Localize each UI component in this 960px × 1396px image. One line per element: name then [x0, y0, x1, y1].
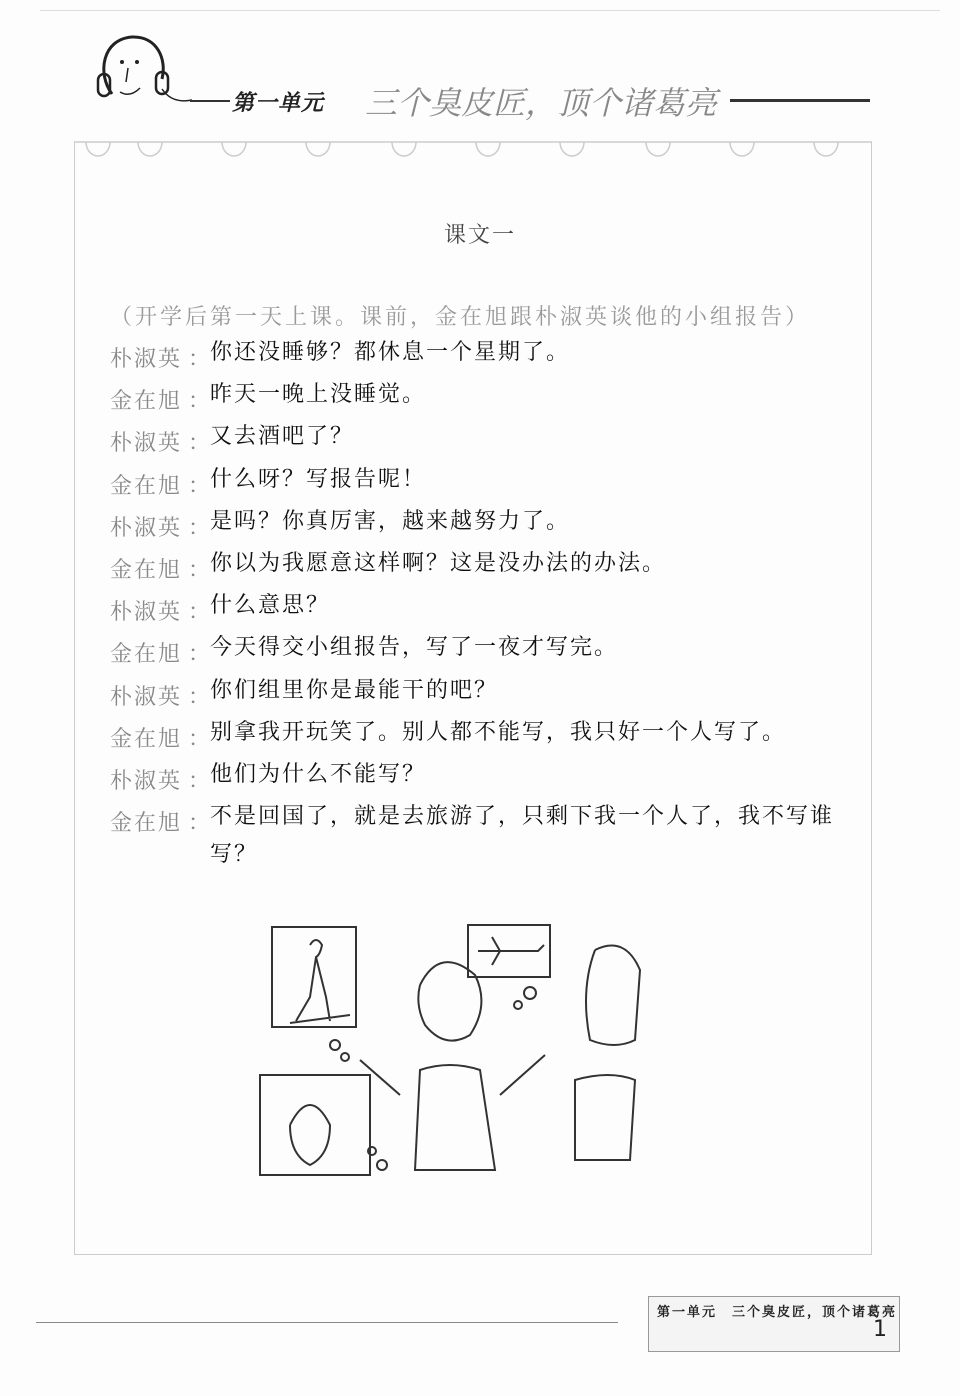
- girl-body: [575, 1075, 635, 1160]
- dialogue-line: [110, 553, 840, 584]
- line-text: 是吗？你真厉害，越来越努力了。: [210, 508, 571, 534]
- speaker-name: 朴淑英: [110, 515, 183, 541]
- line-text: 不是回国了，就是去旅游了，只剩下我一个人了，我不写谁写？: [210, 804, 835, 868]
- header-rule-right: [730, 99, 870, 102]
- page-number: 1: [873, 1317, 887, 1342]
- speaker-name: 朴淑英: [110, 347, 183, 372]
- footer-box: [648, 1296, 900, 1352]
- line-text: 什么意思？: [210, 593, 331, 619]
- illustration-two-students: [250, 915, 690, 1215]
- line-text: 今天得交小组报告，写了一夜才写完。: [210, 635, 619, 661]
- dialogue-line: [110, 764, 840, 795]
- line-text: 他们为什么不能写？: [210, 762, 427, 787]
- speaker-name: 金在旭: [110, 726, 183, 752]
- scene-description: （开学后第一天上课。课前，金在旭跟朴淑英谈他的小组报告）: [110, 305, 811, 330]
- dialogue-line: [110, 384, 840, 415]
- line-text: 你以为我愿意这样啊？这是没办法的办法。: [210, 551, 667, 576]
- speaker-colon: ：: [188, 684, 213, 710]
- line-text: 别拿我开玩笑了。别人都不能写，我只好一个人写了。: [210, 719, 787, 745]
- speaker-colon: ：: [188, 347, 213, 372]
- speaker-colon: ：: [188, 726, 213, 752]
- speaker-colon: ：: [188, 642, 213, 668]
- line-text: 你们组里你是最能干的吧？: [210, 677, 499, 703]
- dialogue-line: [110, 342, 840, 373]
- boy-body: [360, 1055, 545, 1170]
- speaker-name: 朴淑英: [110, 600, 183, 626]
- dialogue-line: [110, 677, 840, 711]
- headphone-face-icon: [92, 34, 192, 114]
- dialogue-line: [110, 719, 840, 753]
- page-edge-line: [40, 10, 940, 11]
- girl-head: [586, 946, 640, 1046]
- speaker-colon: ：: [188, 473, 213, 499]
- dialogue-line: [110, 637, 840, 668]
- speaker-name: 金在旭: [110, 473, 183, 499]
- speaker-name: 朴淑英: [110, 684, 183, 710]
- speaker-colon: ：: [188, 389, 213, 415]
- header-rule-left: [190, 100, 230, 102]
- speaker-colon: ：: [188, 600, 213, 626]
- speaker-colon: ：: [188, 515, 213, 541]
- speaker-colon: ：: [188, 811, 213, 837]
- line-text: 你还没睡够？都休息一个星期了。: [210, 340, 571, 365]
- dialogue-line: [110, 426, 840, 457]
- speaker-name: 金在旭: [110, 389, 183, 415]
- unit-label: 第一单元: [232, 90, 325, 116]
- line-text: 又去酒吧了？: [210, 424, 355, 450]
- speaker-colon: ：: [188, 558, 213, 583]
- dialogue-line: [110, 595, 840, 626]
- relaxing-thought-bubble: [260, 1075, 370, 1175]
- speaker-name: 金在旭: [110, 642, 183, 668]
- boy-head: [418, 962, 481, 1040]
- speaker-name: 朴淑英: [110, 431, 183, 457]
- lesson-title: 课文一: [443, 223, 516, 248]
- footer-rule: [36, 1322, 618, 1323]
- speaker-name: 朴淑英: [110, 769, 183, 794]
- unit-title: 三个臭皮匠，顶个诸葛亮: [365, 84, 718, 122]
- dialogue-line: [110, 466, 840, 500]
- line-text: 什么呀？写报告呢！: [210, 466, 427, 492]
- footer-unit-title: 第一单元 三个臭皮匠，顶个诸葛亮: [657, 1305, 898, 1320]
- speaker-name: 金在旭: [110, 558, 183, 583]
- line-text: 昨天一晚上没睡觉。: [210, 382, 427, 408]
- dialogue-line: [110, 508, 840, 542]
- speaker-name: 金在旭: [110, 811, 183, 837]
- dialogue-line: [110, 806, 840, 874]
- speaker-colon: ：: [188, 431, 213, 457]
- speaker-colon: ：: [188, 769, 213, 794]
